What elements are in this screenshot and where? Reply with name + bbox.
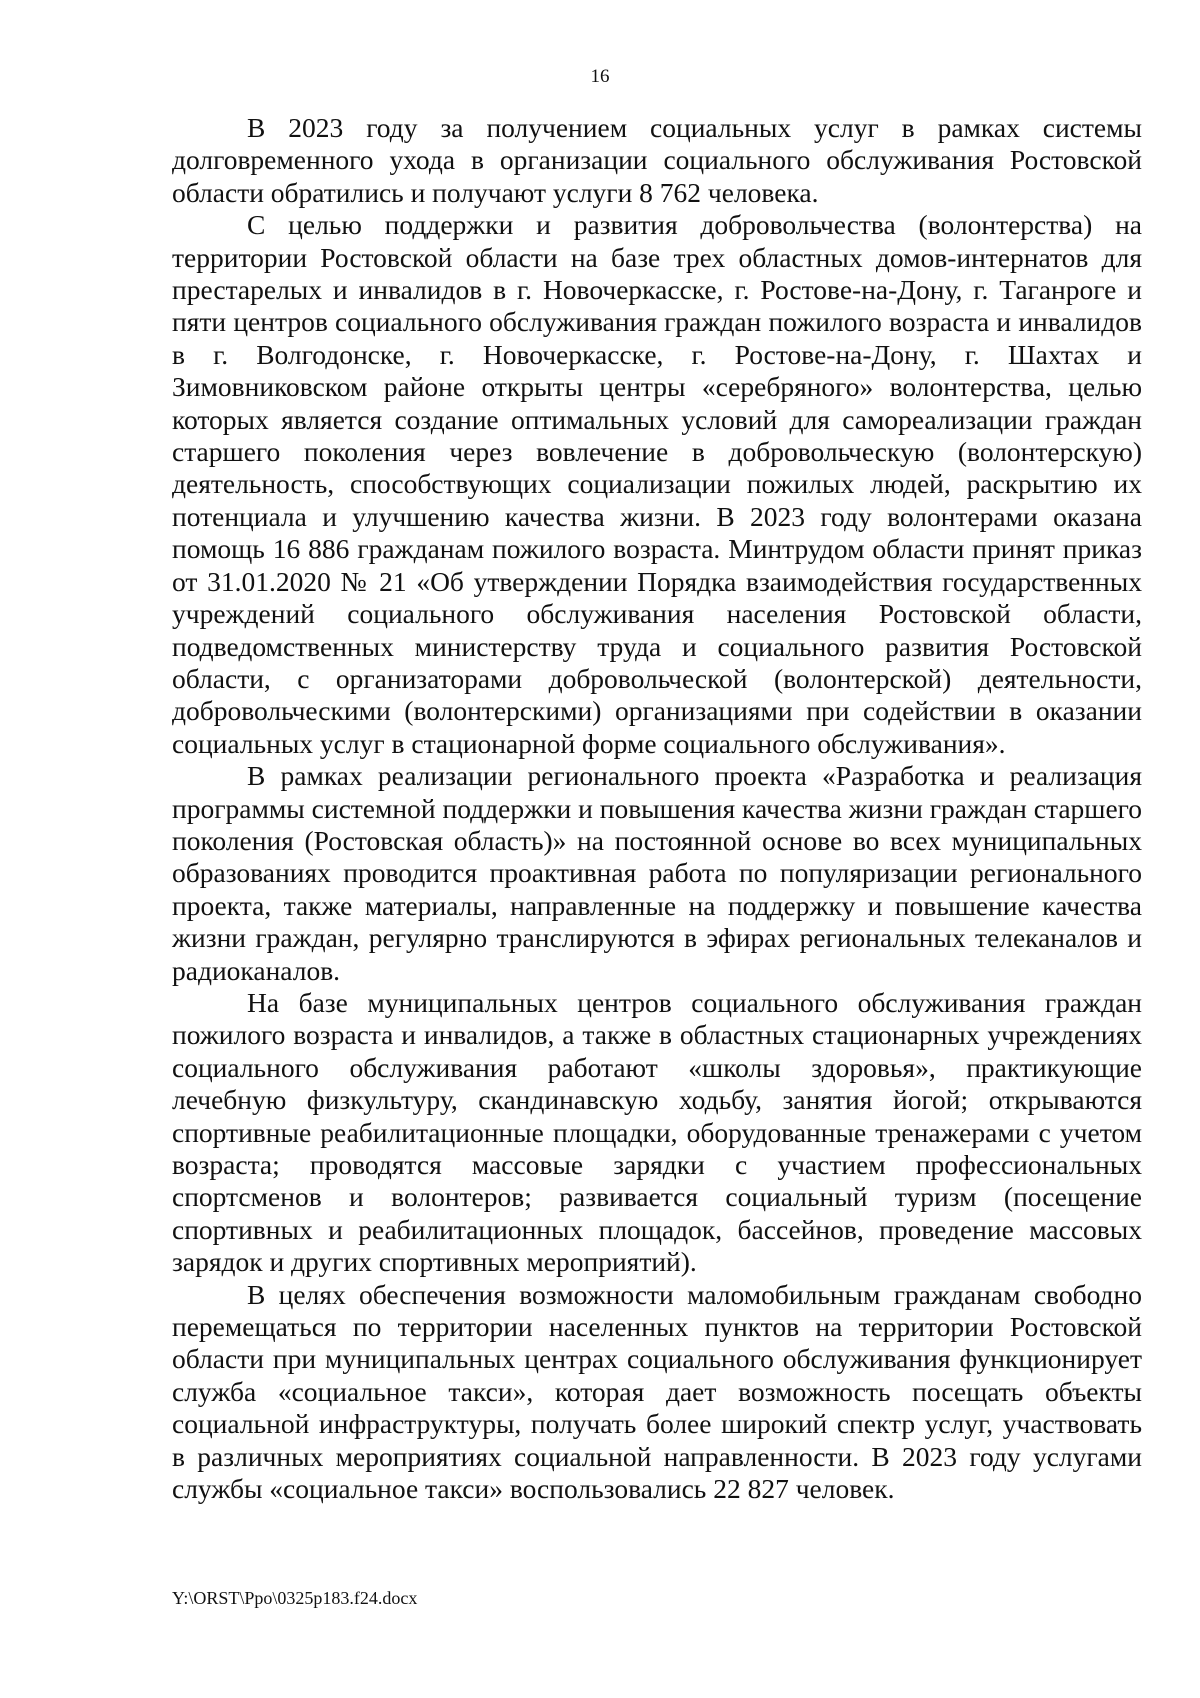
page-number: 16 xyxy=(590,66,610,87)
paragraph-ltc-services: В 2023 году за получением социальных услуг в рамках системы долговременного ухода в организации социального обслуживания Ростовской области обратились и получают услуги 8 762 человека. xyxy=(172,112,1142,208)
paragraph-social-taxi: В целях обеспечения возможности маломобильным гражданам свободно перемещаться по территории населенных пунктов на территории Ростовской области при муниципальных центрах социального обслуживания функционирует служба «социальное такси», которая дает возможность посещать объекты социальной инфраструктуры, получать более широкий спектр услуг, участвовать в различных мероприятиях социальной направленности. В 2023 году услугами службы «социальное такси» воспользовались 22 827 человек. xyxy=(172,1278,1142,1505)
paragraph-health-schools: На базе муниципальных центров социального обслуживания граждан пожилого возраста и инвалидов, а также в областных стационарных учреждениях социального обслуживания работают «школы здоровья», практикующие лечебную физкультуру, скандинавскую ходьбу, занятия йогой; открываются спортивные реабилитационные площадки, оборудованные тренажерами с учетом возраста; проводятся массовые зарядки с участием профессиональных спортсменов и волонтеров; развивается социальный туризм (посещение спортивных и реабилитационных площадок, бассейнов, проведение массовых зарядок и других спортивных мероприятий). xyxy=(172,986,1142,1278)
document-body xyxy=(172,112,1142,1505)
footer-file-path: Y:\ORST\Ppo\0325p183.f24.docx xyxy=(172,1588,418,1608)
paragraph-silver-volunteering: С целью поддержки и развития добровольчества (волонтерства) на территории Ростовской области на базе трех областных домов-интернатов для престарелых и инвалидов в г. Новочеркасске, г. Ростове-на-Дону, г. Таганроге и пяти центров социального обслуживания граждан пожилого возраста и инвалидов в г. Волгодонске, г. Новочеркасске, г. Ростове-на-Дону, г. Шахтах и Зимовниковском районе открыты центры «серебряного» волонтерства, целью которых является создание оптимальных условий для самореализации граждан старшего поколения через вовлечение в добровольческую (волонтерскую) деятельность, способствующих социализации пожилых людей, раскрытию их потенциала и улучшению качества жизни. В 2023 году волонтерами оказана помощь 16 886 гражданам пожилого возраста. Минтрудом области принят приказ от 31.01.2020 № 21 «Об утверждении Порядка взаимодействия государственных учреждений социального обслуживания населения Ростовской области, подведомственных министерству труда и социального развития Ростовской области, с организаторами добровольческой (волонтерской) деятельности, добровольческими (волонтерскими) организациями при содействии в оказании социальных услуг в стационарной форме социального обслуживания». xyxy=(172,209,1142,759)
paragraph-regional-project: В рамках реализации регионального проекта «Разработка и реализация программы системной поддержки и повышения качества жизни граждан старшего поколения (Ростовская область)» на постоянной основе во всех муниципальных образованиях проводится проактивная работа по популяризации регионального проекта, также материалы, направленные на поддержку и повышение качества жизни граждан, регулярно транслируются в эфирах региональных телеканалов и радиоканалов. xyxy=(172,760,1142,986)
